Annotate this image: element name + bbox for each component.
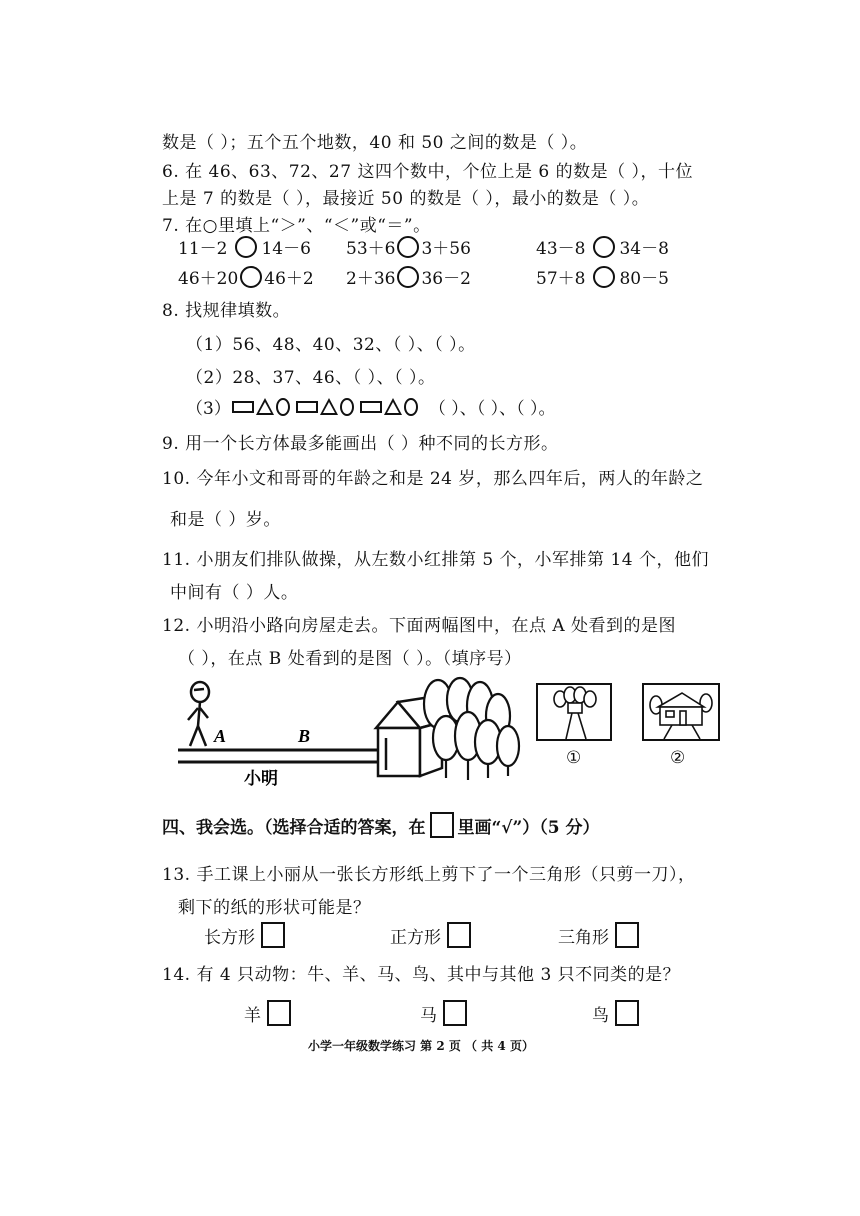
compare-circle[interactable] xyxy=(593,236,615,258)
answer-checkbox[interactable] xyxy=(261,922,285,948)
compare-left: 11－2 xyxy=(178,239,228,259)
section-4-title-pre: 四、我会选。（选择合适的答案，在 xyxy=(162,817,426,838)
compare-item xyxy=(178,234,338,259)
q7-row1 xyxy=(178,234,669,259)
q8-part3-blanks: （ ）、（ ）、（ ）。 xyxy=(428,399,556,419)
compare-right: 36－2 xyxy=(421,269,471,289)
answer-checkbox[interactable] xyxy=(447,922,471,948)
compare-left: 46＋20 xyxy=(178,269,239,289)
q6-line1: 6. 在 46、63、72、27 这四个数中，个位上是 6 的数是（ ），十位 xyxy=(162,162,693,182)
triangle-shape xyxy=(384,398,402,415)
compare-right: 80－5 xyxy=(619,269,669,289)
compare-right: 3＋56 xyxy=(421,239,471,259)
example-checkbox xyxy=(430,812,454,838)
xiaoming-label: 小明 xyxy=(244,769,278,789)
q6-line2: 上是 7 的数是（ ），最接近 50 的数是（ ），最小的数是（ ）。 xyxy=(162,189,650,209)
option-label: 正方形 xyxy=(390,927,441,948)
rectangle-shape xyxy=(360,401,382,413)
q11-line2: 中间有（ ）人。 xyxy=(170,583,299,603)
q8-part2: （2）28、37、46、（ ）、（ ）。 xyxy=(186,368,436,388)
compare-item xyxy=(536,264,669,289)
boy-figure xyxy=(188,682,209,746)
q10-line1: 10. 今年小文和哥哥的年龄之和是 24 岁，那么四年后，两人的年龄之 xyxy=(162,469,704,489)
rectangle-shape xyxy=(296,401,318,413)
q14-line1: 14. 有 4 只动物：牛、羊、马、鸟、其中与其他 3 只不同类的是？ xyxy=(162,965,681,985)
compare-circle[interactable] xyxy=(593,266,615,288)
q11-line1: 11. 小朋友们排队做操，从左数小红排第 5 个，小军排第 14 个，他们 xyxy=(162,550,710,570)
compare-left: 53＋6 xyxy=(346,239,396,259)
path-scene-drawing xyxy=(176,676,522,794)
answer-checkbox[interactable] xyxy=(443,1000,467,1026)
q14-option-bird xyxy=(592,1000,639,1026)
q13-line1: 13. 手工课上小丽从一张长方形纸上剪下了一个三角形（只剪一刀）， xyxy=(162,865,696,885)
answer-checkbox[interactable] xyxy=(267,1000,291,1026)
triangle-shape xyxy=(256,398,274,415)
compare-item xyxy=(536,234,669,259)
q10-line2: 和是（ ）岁。 xyxy=(170,510,281,530)
q8-part1: （1）56、48、40、32、（ ）、（ ）。 xyxy=(186,335,476,355)
q8-part3 xyxy=(186,394,556,419)
answer-checkbox[interactable] xyxy=(615,922,639,948)
q13-option-square xyxy=(390,922,471,948)
circle-shape xyxy=(404,398,418,416)
circle-shape xyxy=(276,398,290,416)
q13-option-rectangle xyxy=(204,922,285,948)
q12-line2: （ ），在点 B 处看到的是图（ ）。（填序号） xyxy=(178,649,522,669)
option-label: 羊 xyxy=(244,1005,261,1026)
compare-circle[interactable] xyxy=(235,236,257,258)
point-b-label: B xyxy=(298,726,311,746)
compare-circle[interactable] xyxy=(240,266,262,288)
q13-option-triangle xyxy=(558,922,639,948)
compare-item xyxy=(178,264,338,289)
compare-left: 57＋8 xyxy=(536,269,586,289)
q9-text: 9. 用一个长方体最多能画出（ ）种不同的长方形。 xyxy=(162,434,559,454)
compare-right: 46＋2 xyxy=(264,269,314,289)
rectangle-shape xyxy=(232,401,254,413)
compare-circle[interactable] xyxy=(397,266,419,288)
compare-left: 2＋36 xyxy=(346,269,396,289)
option-label: 鸟 xyxy=(592,1005,609,1026)
q13-line2: 剩下的纸的形状可能是？ xyxy=(178,898,371,918)
triangle-shape xyxy=(320,398,338,415)
section-4-title xyxy=(162,812,599,838)
compare-right: 34－8 xyxy=(619,239,669,259)
compare-circle[interactable] xyxy=(397,236,419,258)
circle-shape xyxy=(340,398,354,416)
picture-2-number: ② xyxy=(670,748,686,768)
compare-right: 14－6 xyxy=(261,239,311,259)
q12-line1: 12. 小明沿小路向房屋走去。下面两幅图中，在点 A 处看到的是图 xyxy=(162,616,677,636)
option-label: 长方形 xyxy=(204,927,255,948)
q7-title: 7. 在○里填上“＞”、“＜”或“＝”。 xyxy=(162,216,431,236)
q5-continuation: 数是（ ）；五个五个地数，40 和 50 之间的数是（ ）。 xyxy=(162,133,588,153)
view-picture-1 xyxy=(536,683,612,741)
q8-title: 8. 找规律填数。 xyxy=(162,301,291,321)
compare-item xyxy=(346,234,520,259)
compare-item xyxy=(346,264,520,289)
q14-option-horse xyxy=(420,1000,467,1026)
option-label: 马 xyxy=(420,1005,437,1026)
compare-left: 43－8 xyxy=(536,239,586,259)
option-label: 三角形 xyxy=(558,927,609,948)
q8-part3-label: （3） xyxy=(186,399,231,419)
page-footer: 小学一年级数学练习 第 2 页 （ 共 4 页） xyxy=(308,1039,534,1053)
answer-checkbox[interactable] xyxy=(615,1000,639,1026)
q7-row2 xyxy=(178,264,669,289)
picture-1-number: ① xyxy=(566,748,582,768)
section-4-title-post: 里画“√”）（5 分） xyxy=(457,817,600,838)
view-picture-2 xyxy=(642,683,720,741)
point-a-label: A xyxy=(214,726,227,746)
q14-option-sheep xyxy=(244,1000,291,1026)
